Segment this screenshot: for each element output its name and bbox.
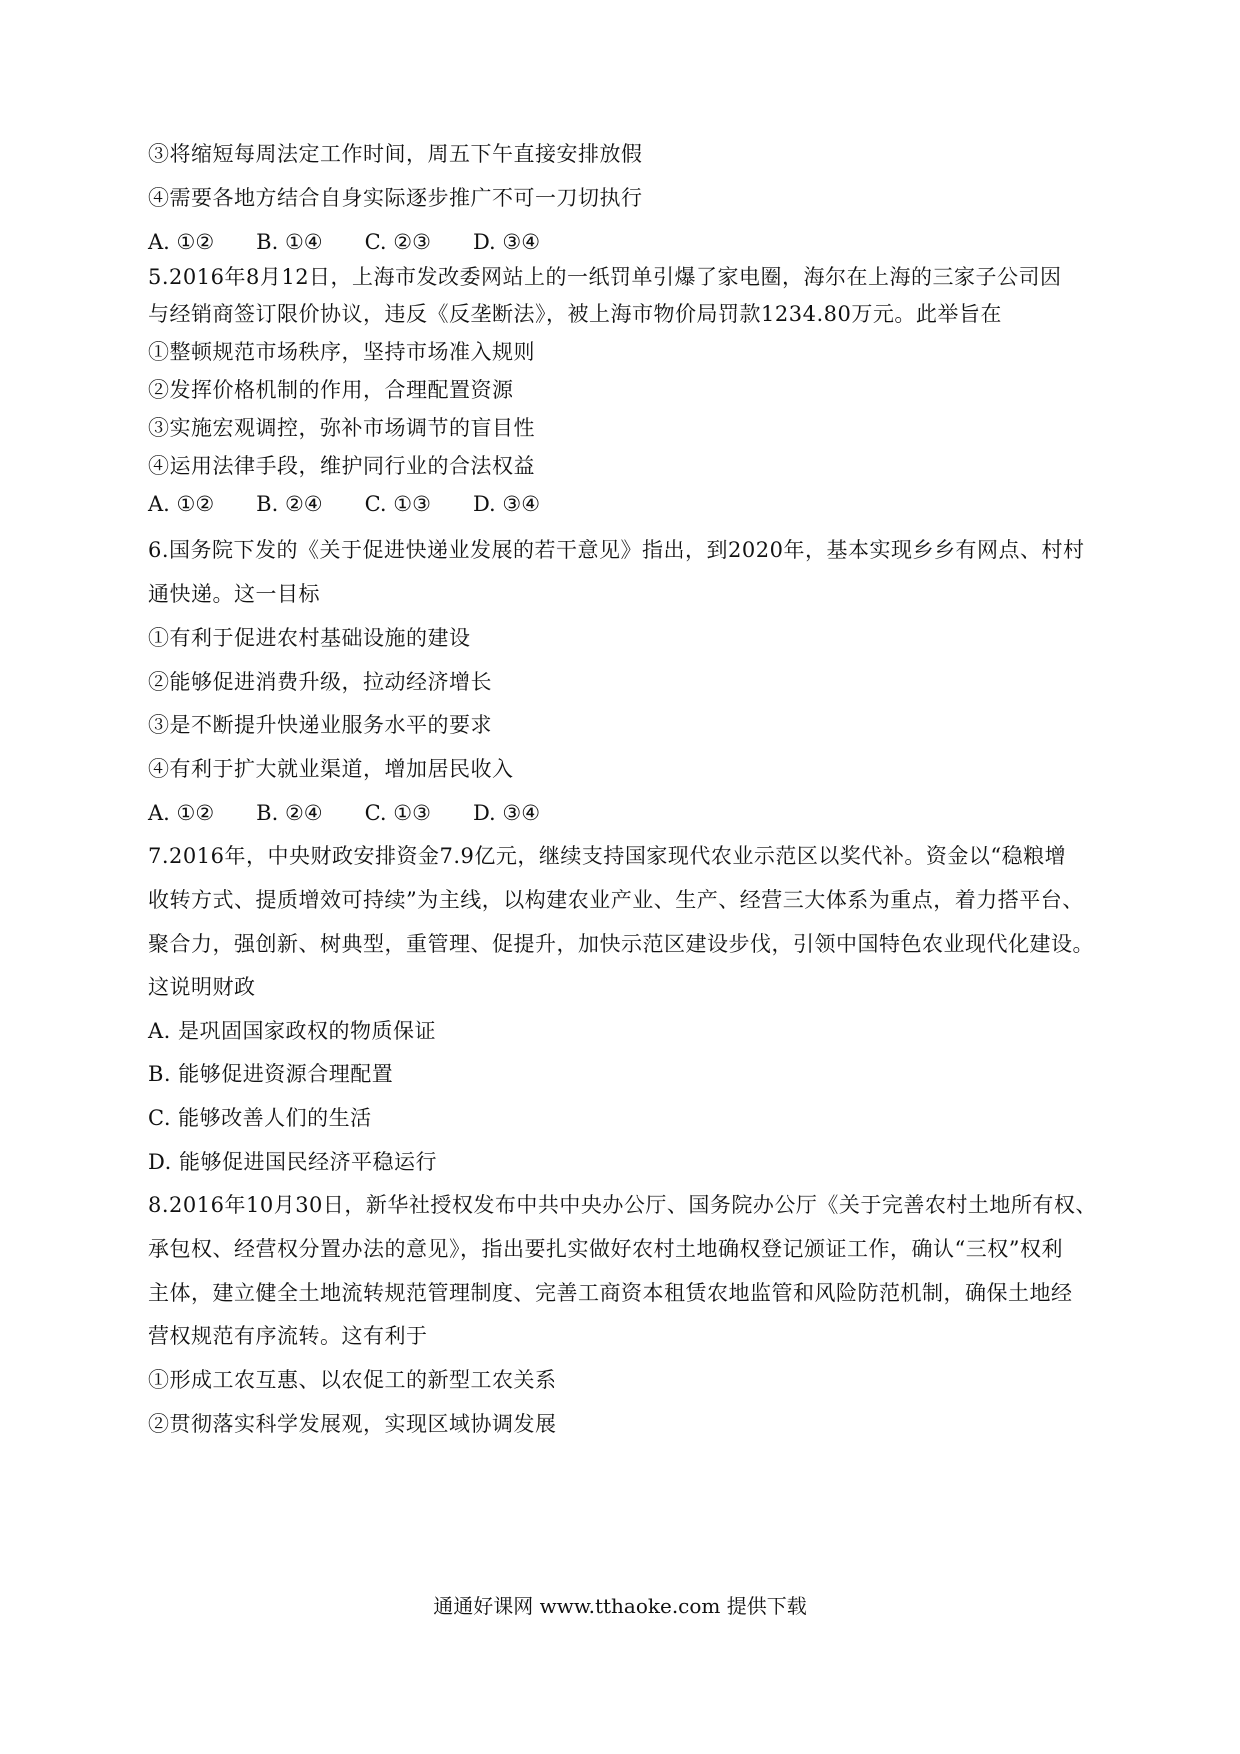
option-c: C. ②③ (364, 230, 431, 254)
q5-options (148, 490, 582, 518)
option-b: B. ②④ (256, 801, 323, 825)
option-a: A. ①② (148, 801, 215, 825)
option-d: D. ③④ (472, 230, 541, 254)
q5-stem-line-1: 5.2016年8月12日，上海市发改委网站上的一纸罚单引爆了家电圈，海尔在上海的三家子公司因 (148, 265, 1062, 289)
q8-stem-line-4: 营权规范有序流转。这有利于 (148, 1324, 428, 1348)
q6-options (148, 799, 582, 827)
q6-stem-line-2: 通快递。这一目标 (148, 582, 320, 606)
q6-item-2: ②能够促进消费升级，拉动经济增长 (148, 670, 492, 694)
fragment-item-4: ④需要各地方结合自身实际逐步推广不可一刀切执行 (148, 186, 643, 210)
q7-stem-line-1: 7.2016年，中央财政安排资金7.9亿元，继续支持国家现代农业示范区以奖代补。资金以“稳粮增 (148, 844, 1067, 868)
q7-stem-line-2: 收转方式、提质增效可持续”为主线，以构建农业产业、生产、经营三大体系为重点，着力搭平台、 (148, 888, 1084, 912)
option-c: C. ①③ (364, 492, 431, 516)
q5-item-1: ①整顿规范市场秩序，坚持市场准入规则 (148, 340, 535, 364)
q7-choice-c: C. 能够改善人们的生活 (148, 1106, 372, 1130)
q6-item-4: ④有利于扩大就业渠道，增加居民收入 (148, 757, 514, 781)
q7-stem-line-4: 这说明财政 (148, 975, 256, 999)
q8-item-2: ②贯彻落实科学发展观，实现区域协调发展 (148, 1412, 557, 1436)
q5-stem-line-2: 与经销商签订限价协议，违反《反垄断法》，被上海市物价局罚款1234.80万元。此举旨在 (148, 302, 1002, 326)
option-a: A. ①② (148, 492, 215, 516)
q8-stem-line-1: 8.2016年10月30日，新华社授权发布中共中央办公厅、国务院办公厅《关于完善农村土地所有权、 (148, 1193, 1097, 1217)
q7-choice-a: A. 是巩固国家政权的物质保证 (148, 1019, 437, 1043)
option-b: B. ②④ (256, 492, 323, 516)
fragment-options (148, 228, 582, 256)
q8-item-1: ①形成工农互惠、以农促工的新型工农关系 (148, 1368, 557, 1392)
fragment-item-3: ③将缩短每周法定工作时间，周五下午直接安排放假 (148, 142, 643, 166)
q6-item-1: ①有利于促进农村基础设施的建设 (148, 626, 471, 650)
q8-stem-line-2: 承包权、经营权分置办法的意见》，指出要扎实做好农村土地确权登记颁证工作，确认“三权”权利 (148, 1237, 1063, 1261)
page-footer: 通通好课网 www.tthaoke.com 提供下载 (433, 1594, 807, 1618)
option-d: D. ③④ (472, 492, 541, 516)
q6-item-3: ③是不断提升快递业服务水平的要求 (148, 713, 492, 737)
q6-stem-line-1: 6.国务院下发的《关于促进快递业发展的若干意见》指出，到2020年，基本实现乡乡有网点、村村 (148, 538, 1085, 562)
q7-stem-line-3: 聚合力，强创新、树典型，重管理、促提升，加快示范区建设步伐，引领中国特色农业现代化建设。 (148, 932, 1094, 956)
q5-item-3: ③实施宏观调控，弥补市场调节的盲目性 (148, 416, 535, 440)
q7-choice-d: D. 能够促进国民经济平稳运行 (148, 1150, 437, 1174)
option-a: A. ①② (148, 230, 215, 254)
option-b: B. ①④ (256, 230, 323, 254)
option-c: C. ①③ (364, 801, 431, 825)
q8-stem-line-3: 主体，建立健全土地流转规范管理制度、完善工商资本租赁农地监管和风险防范机制，确保土地经 (148, 1281, 1073, 1305)
option-d: D. ③④ (472, 801, 541, 825)
q5-item-2: ②发挥价格机制的作用，合理配置资源 (148, 378, 514, 402)
q5-item-4: ④运用法律手段，维护同行业的合法权益 (148, 454, 535, 478)
q7-choice-b: B. 能够促进资源合理配置 (148, 1062, 394, 1086)
